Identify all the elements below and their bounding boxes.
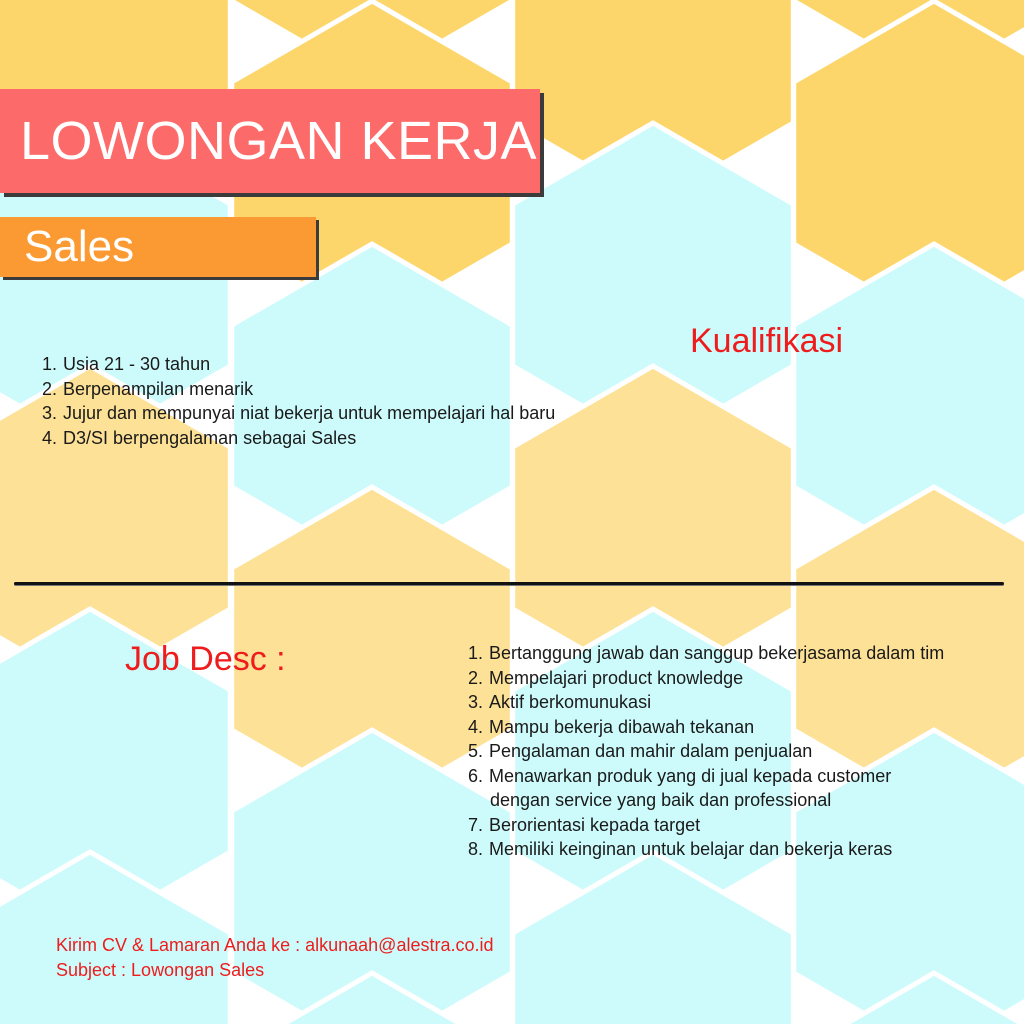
position-banner xyxy=(0,217,316,277)
list-text: Bertanggung jawab dan sanggup bekerjasama dalam tim xyxy=(489,643,945,663)
kualifikasi-list xyxy=(42,352,555,450)
list-number: 5. xyxy=(468,741,484,761)
list-item xyxy=(468,837,944,862)
list-number: 1. xyxy=(42,354,58,374)
list-number: 2. xyxy=(468,667,484,688)
list-text: Mampu bekerja dibawah tekanan xyxy=(489,716,755,737)
list-item xyxy=(468,666,944,691)
position-title: Sales xyxy=(24,222,135,271)
list-text: Mempelajari product knowledge xyxy=(489,667,744,688)
list-text: Usia 21 - 30 tahun xyxy=(63,354,211,374)
list-item xyxy=(42,377,555,402)
job-desc-list xyxy=(468,641,944,862)
list-number: 3. xyxy=(468,692,484,712)
list-number: 2. xyxy=(42,378,58,399)
list-text: Berorientasi kepada target xyxy=(489,814,701,835)
kualifikasi-heading: Kualifikasi xyxy=(690,322,844,360)
list-text: D3/SI berpengalaman sebagai Sales xyxy=(63,427,357,448)
list-item xyxy=(468,715,944,740)
list-text: Pengalaman dan mahir dalam penjualan xyxy=(489,741,813,761)
list-text: Memiliki keinginan untuk belajar dan bekerja keras xyxy=(489,839,893,859)
list-number: 7. xyxy=(468,814,484,835)
list-number: 6. xyxy=(468,765,484,786)
section-divider xyxy=(14,582,1004,585)
poster-title: LOWONGAN KERJA xyxy=(20,111,538,171)
list-number: 1. xyxy=(468,643,484,663)
list-text: Jujur dan mempunyai niat bekerja untuk mempelajari hal baru xyxy=(63,403,556,423)
contact-info xyxy=(56,933,494,983)
list-number: 4. xyxy=(42,427,58,448)
list-item xyxy=(468,764,944,789)
contact-subject-line: Subject : Lowongan Sales xyxy=(56,960,265,980)
list-item xyxy=(468,813,944,838)
list-item xyxy=(468,690,944,715)
list-item-continuation xyxy=(468,788,944,813)
title-banner xyxy=(0,89,540,193)
contact-email-line: Kirim CV & Lamaran Anda ke : alkunaah@alestra.co.id xyxy=(56,935,494,955)
list-item xyxy=(468,739,944,764)
list-text: Berpenampilan menarik xyxy=(63,378,254,399)
list-text: dengan service yang baik dan professional xyxy=(490,790,832,810)
list-number: 4. xyxy=(468,716,484,737)
list-item xyxy=(42,352,555,377)
list-text: Aktif berkomunukasi xyxy=(489,692,652,712)
list-item xyxy=(42,401,555,426)
list-text: Menawarkan produk yang di jual kepada customer xyxy=(489,765,892,786)
list-number: 8. xyxy=(468,839,484,859)
list-item xyxy=(468,641,944,666)
list-number: 3. xyxy=(42,403,58,423)
job-desc-heading: Job Desc : xyxy=(125,640,286,678)
list-item xyxy=(42,426,555,451)
